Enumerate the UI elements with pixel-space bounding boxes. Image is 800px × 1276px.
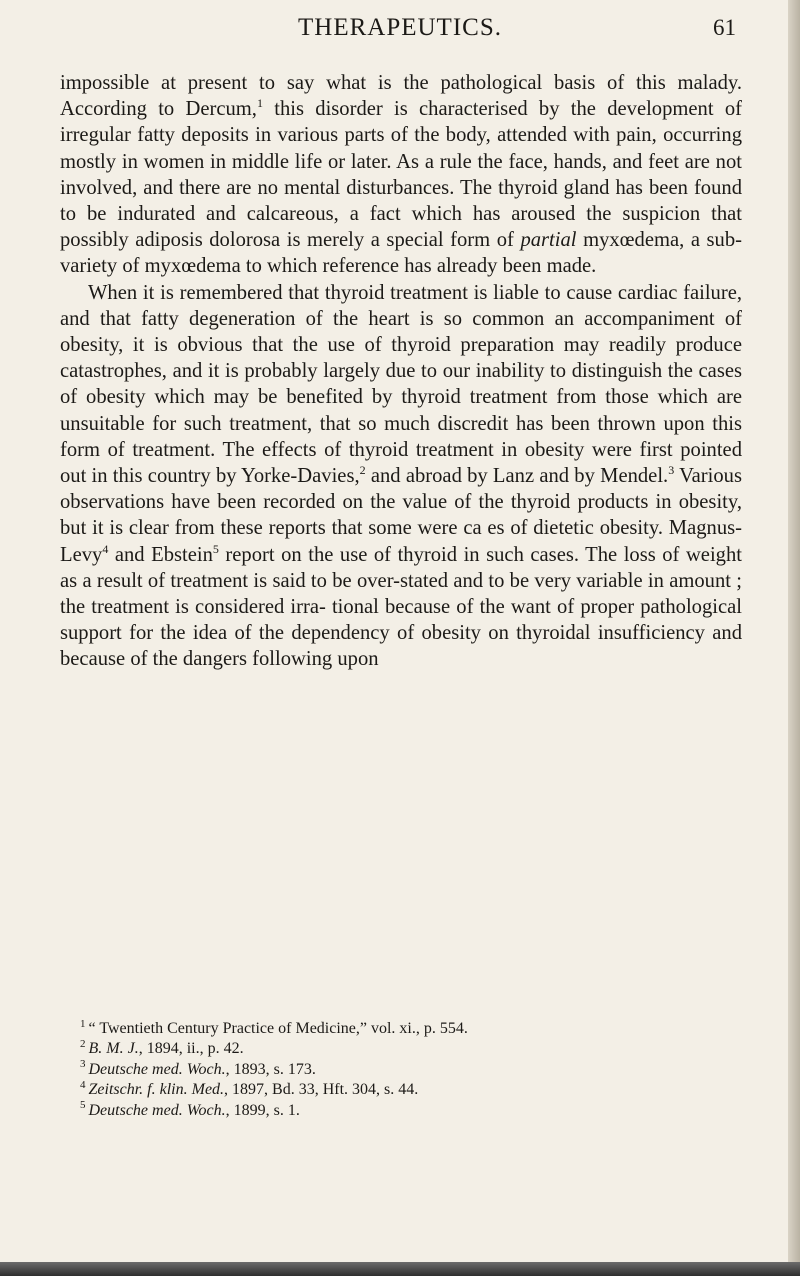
footnote-mark: 1: [80, 1017, 86, 1030]
footnote-text: , 1894, ii., p. 42.: [138, 1040, 244, 1058]
text-run: this disorder is characterised by the development of irregular fatty deposits in various parts of the body, attended with pain, occurring mostly in women in middle life or later. As a rule the face, hands, and feet are not involved, and there are no mental disturbances. The thyroid gland has been found to be indurated and calcareous, a fact which has aroused the suspicion that possibly adiposis dolorosa is merely a special form of: [60, 98, 743, 252]
paragraph: [60, 70, 742, 280]
paragraph: [60, 280, 742, 673]
footnote-ref: 4: [102, 541, 109, 556]
journal-title: Zeitschr. f. klin. Med.: [88, 1081, 225, 1099]
running-head: THERAPEUTICS.: [298, 14, 502, 41]
footnote: [80, 1080, 740, 1100]
footnote: [80, 1019, 740, 1039]
body-text: [60, 70, 742, 673]
page-edge-right: [788, 0, 800, 1276]
footnote-mark: 2: [80, 1038, 86, 1051]
journal-title: Deutsche med. Woch.: [88, 1101, 226, 1119]
page-edge-bottom: [0, 1262, 800, 1276]
footnote-mark: 4: [80, 1078, 86, 1091]
emphasis: partial: [520, 229, 577, 252]
footnotes: [80, 1019, 740, 1121]
footnote-mark: 5: [80, 1099, 86, 1112]
page-header: [60, 8, 740, 48]
footnote-text: , 1897, Bd. 33, Hft. 304, s. 44.: [224, 1081, 419, 1099]
text-run: impossible at present to say what is the pathological basis of this malady. According to Dercum,: [60, 72, 742, 121]
footnote-ref: 3: [668, 463, 675, 478]
footnote: [80, 1039, 740, 1059]
page-number: 61: [713, 15, 736, 40]
journal-title: B. M. J.: [88, 1040, 139, 1058]
text-run: and abroad by Lanz and by Mendel.: [365, 465, 669, 488]
footnote-text: , 1899, s. 1.: [225, 1101, 300, 1119]
footnote: [80, 1060, 740, 1080]
text-run: When it is remembered that thyroid treatment is liable to cause cardiac failure, and that fatty degeneration of the heart is so common an accompaniment of obesity, it is obvious that the use of thyroid preparation may readily produce catastrophes, and it is probably largely due to our inability to distinguish the cases of obesity which may be benefited by thyroid treatment from those which are unsuitable for such treatment, that so much discredit has been thrown upon this form of treatment. The effects of thyroid treatment in obesity were first pointed out in this country by Yorke-Davies,: [60, 281, 742, 488]
footnote-ref: 1: [256, 96, 263, 111]
journal-title: Deutsche med. Woch.: [88, 1060, 226, 1078]
footnote-ref: 2: [359, 463, 366, 478]
footnote: [80, 1101, 740, 1121]
footnote-mark: 3: [80, 1058, 86, 1071]
text-run: myxœdema, a sub-variety of myxœdema to which reference has already been made.: [60, 229, 742, 278]
text-run: report on the use of thyroid in such cases. The loss of weight as a result of treatment is said to be over-stated and to be very variable in amount ; the treatment is considered irra- tional because of the want of proper pathological support for the idea of the dependency of obesity on thyroidal insufficiency and because of the dangers following upon: [60, 543, 742, 671]
footnote-ref: 5: [212, 541, 219, 556]
text-run: Various observations have been recorded on the value of the thyroid products in obesity, but it is clear from these reports that some were ca es of dietetic obesity. Magnus-Levy: [60, 465, 742, 566]
text-run: and Ebstein: [108, 543, 213, 566]
footnote-text: “ Twentieth Century Practice of Medicine,” vol. xi., p. 554.: [88, 1020, 468, 1037]
footnote-text: , 1893, s. 173.: [225, 1060, 316, 1078]
